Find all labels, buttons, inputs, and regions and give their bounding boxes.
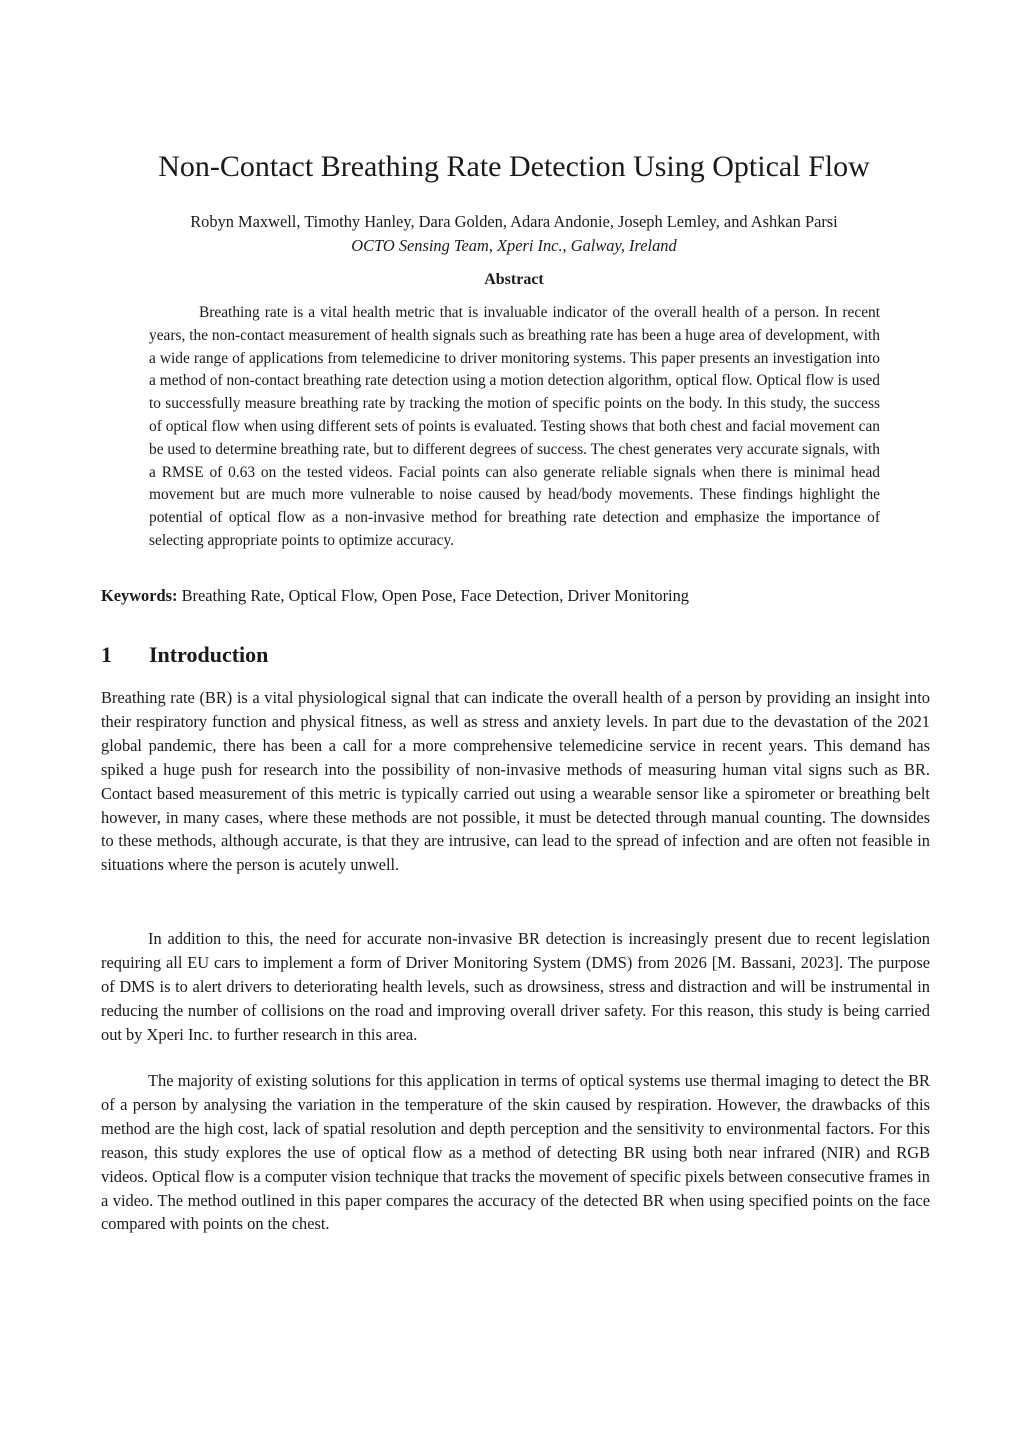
intro-paragraph-1: Breathing rate (BR) is a vital physiological signal that can indicate the overall health of a person by providing an insight into their respiratory function and physical fitness, as well as stress and anxiety levels. In part due to the devastation of the 2021 global pandemic, there has been a call for a more comprehensive telemedicine service in recent years. This demand has spiked a huge push for research into the possibility of non-invasive methods of measuring human vital signs such as BR. Contact based measurement of this metric is typically carried out using a wearable sensor like a spirometer or breathing belt however, in many cases, where these methods are not possible, it must be detected through manual counting. The downsides to these methods, although accurate, is that they are intrusive, can lead to the spread of infection and are often not feasible in situations where the person is acutely unwell. [101, 688, 930, 875]
paper-title: Non-Contact Breathing Rate Detection Using Optical Flow [158, 150, 870, 183]
keywords-label: Keywords: [101, 586, 178, 605]
intro-paragraph-2: In addition to this, the need for accurate non-invasive BR detection is increasingly present due to recent legislation requiring all EU cars to implement a form of Driver Monitoring System (DMS) from 2026 [M. Bassani, 2023]. The purpose of DMS is to alert drivers to deteriorating health levels, such as drowsiness, stress and distraction and will be instrumental in reducing the number of collisions on the road and improving overall driver safety. For this reason, this study is being carried out by Xperi Inc. to further research in this area. [101, 929, 930, 1044]
section-heading-introduction [101, 640, 931, 670]
keywords-text: Breathing Rate, Optical Flow, Open Pose, Face Detection, Driver Monitoring [181, 586, 689, 605]
section-title: Introduction [149, 642, 269, 667]
author-list: Robyn Maxwell, Timothy Hanley, Dara Golden, Adara Andonie, Joseph Lemley, and Ashkan Parsi [190, 212, 838, 231]
abstract-text: Breathing rate is a vital health metric that is invaluable indicator of the overall health of a person. In recent years, the non-contact measurement of health signals such as breathing rate has been a huge area of development, with a wide range of applications from telemedicine to driver monitoring systems. This paper presents an investigation into a method of non-contact breathing rate detection using a motion detection algorithm, optical flow. Optical flow is used to successfully measure breathing rate by tracking the motion of specific points on the body. In this study, the success of optical flow when using different sets of points is evaluated. Testing shows that both chest and facial movement can be used to determine breathing rate, but to different degrees of success. The chest generates very accurate signals, with a RMSE of 0.63 on the tested videos. Facial points can also generate reliable signals when there is minimal head movement but are much more vulnerable to noise caused by head/body movements. These findings highlight the potential of optical flow as a non-invasive method for breathing rate detection and emphasize the importance of selecting appropriate points to optimize accuracy. [149, 304, 880, 549]
section-number: 1 [101, 642, 112, 667]
abstract-heading: Abstract [484, 271, 544, 288]
keywords-line [101, 584, 931, 608]
intro-paragraph-3: The majority of existing solutions for this application in terms of optical systems use thermal imaging to detect the BR of a person by analysing the variation in the temperature of the skin caused by respiration. However, the drawbacks of this method are the high cost, lack of spatial resolution and depth perception and the sensitivity to environmental factors. For this reason, this study explores the use of optical flow as a method of detecting BR using both near infrared (NIR) and RGB videos. Optical flow is a computer vision technique that tracks the movement of specific pixels between consecutive frames in a video. The method outlined in this paper compares the accuracy of the detected BR when using specified points on the face compared with points on the chest. [101, 1071, 930, 1234]
author-affiliation: OCTO Sensing Team, Xperi Inc., Galway, Ireland [351, 236, 677, 255]
